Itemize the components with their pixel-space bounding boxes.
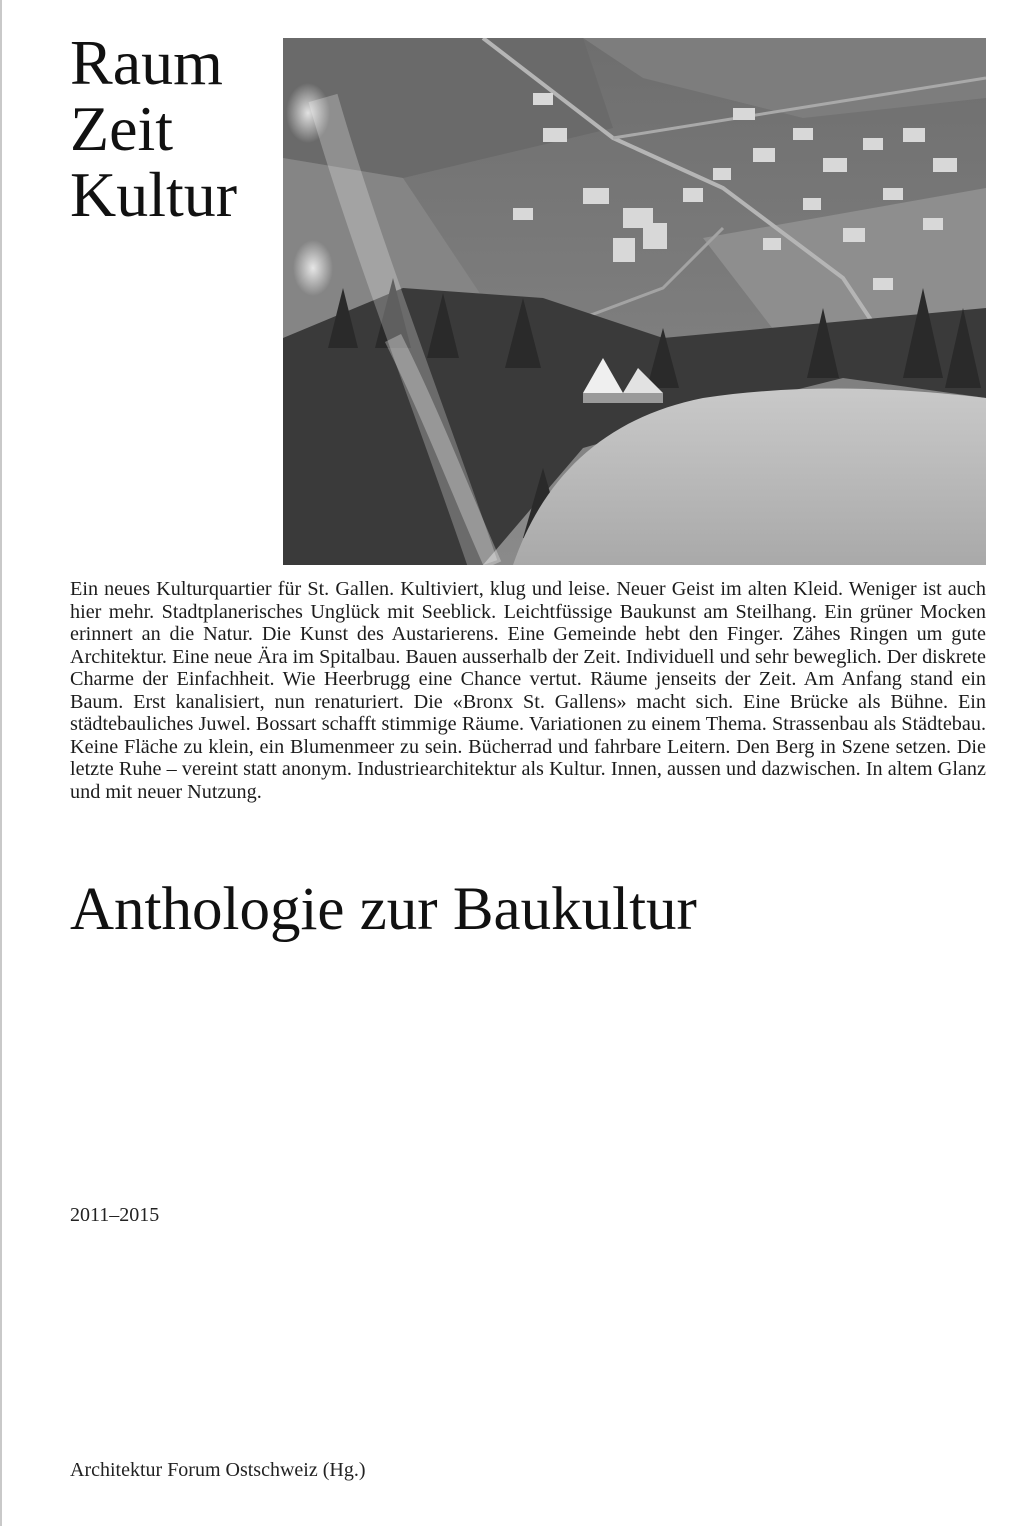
title-line-zeit: Zeit [70, 93, 174, 164]
year-range: 2011–2015 [70, 1204, 160, 1226]
aerial-landscape-photo [283, 38, 986, 565]
book-title [70, 27, 238, 230]
landscape-illustration [283, 38, 986, 565]
blurb-text: Ein neues Kulturquartier für St. Gallen. Kultiviert, klug und leise. Neuer Geist im alten Kleid. Weniger ist auch hier mehr. Stadtplanerisches Unglück mit Seeblick. Leichtfüssige Baukunst am Steilhang. Ein grüner Mocken erinnert an die Natur. Die Kunst des Austarierens. Eine Gemeinde hebt den Finger. Zähes Ringen um gute Architektur. Eine neue Ära im Spitalbau. Bauen ausserhalb der Zeit. Individuell und sehr beweglich. Der diskrete Charme der Einfachheit. Wie Heerbrugg eine Chance vertut. Räume jenseits der Zeit. Am Anfang stand ein Baum. Erst kanalisiert, nun renaturiert. Die «Bronx St. Gallens» macht sich. Eine Brücke als Bühne. Ein städtebauliches Juwel. Bossart schafft stimmige Räume. Variationen zu einem Thema. Strassenbau als Städtebau. Keine Fläche zu klein, ein Blumenmeer zu sein. Bücherrad und fahrbare Leitern. Den Berg in Szene setzen. Die letzte Ruhe – vereint statt anonym. Industriearchitektur als Kultur. Innen, aussen und dazwischen. In altem Glanz und mit neuer Nutzung. [70, 578, 986, 803]
title-line-kultur: Kultur [70, 159, 238, 230]
title-line-raum: Raum [70, 27, 223, 98]
publisher-credit: Architektur Forum Ostschweiz (Hg.) [70, 1459, 366, 1481]
book-subtitle: Anthologie zur Baukultur [70, 876, 697, 943]
spine-edge [0, 0, 2, 1526]
